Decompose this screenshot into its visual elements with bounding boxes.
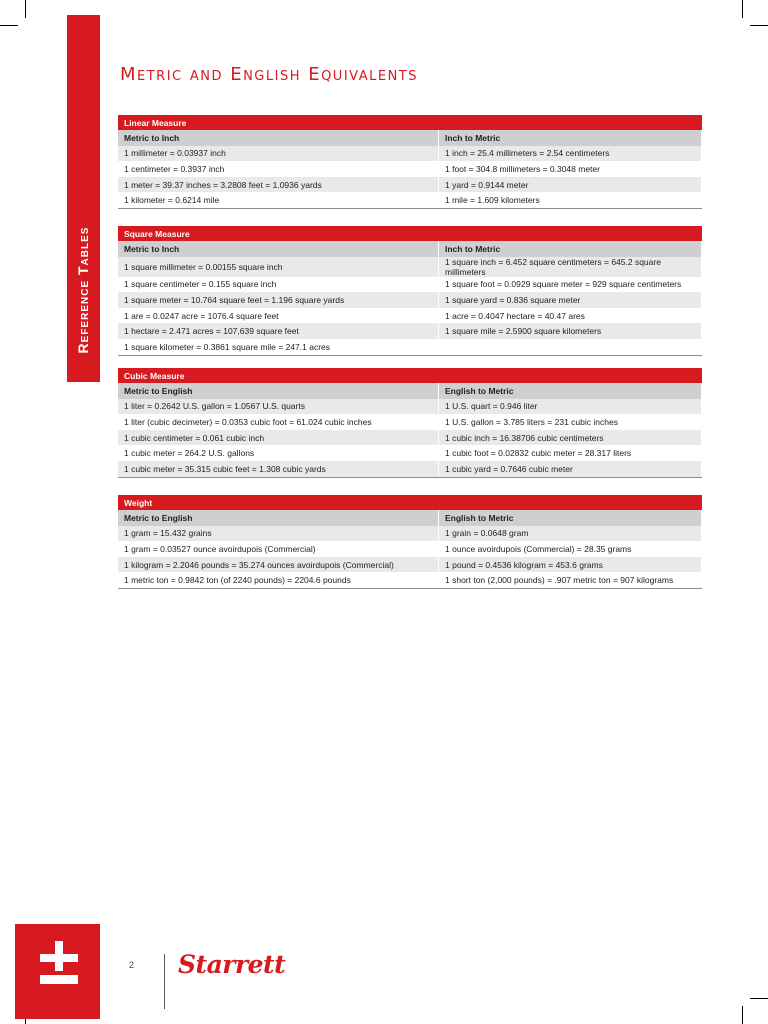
table-row [118, 177, 702, 193]
table-cell: 1 foot = 304.8 millimeters = 0.3048 meter [439, 161, 702, 177]
table-row [118, 192, 702, 208]
table-cell: 1 cubic foot = 0.02832 cubic meter = 28.317 liters [439, 445, 702, 461]
crop-mark [750, 25, 768, 26]
table-cell: 1 grain = 0.0648 gram [439, 526, 702, 542]
column-header: Metric to Inch [118, 241, 439, 257]
table-row [118, 445, 702, 461]
table-cell: 1 acre = 0.4047 hectare = 40.47 ares [439, 308, 702, 324]
table-cell: 1 square foot = 0.0929 square meter = 929 square centimeters [439, 277, 702, 293]
section-bottom-rule [118, 588, 702, 589]
crop-mark [0, 25, 18, 26]
column-header: Inch to Metric [439, 241, 702, 257]
section-square-measure [118, 226, 702, 356]
table-cell: 1 short ton (2,000 pounds) = .907 metric ton = 907 kilograms [439, 572, 702, 588]
table-row [118, 526, 702, 542]
section-cubic-measure [118, 368, 702, 478]
table-cell: 1 inch = 25.4 millimeters = 2.54 centimeters [439, 146, 702, 162]
table-cell: 1 cubic meter = 264.2 U.S. gallons [118, 445, 439, 461]
table-cell: 1 square yard = 0.836 square meter [439, 292, 702, 308]
conversion-table [118, 368, 702, 477]
table-cell: 1 cubic centimeter = 0.061 cubic inch [118, 430, 439, 446]
section-title: Linear Measure [118, 115, 702, 130]
table-cell: 1 meter = 39.37 inches = 3.2808 feet = 1.0936 yards [118, 177, 439, 193]
section-bottom-rule [118, 355, 702, 356]
column-header: Metric to English [118, 383, 439, 399]
table-cell: 1 gram = 0.03527 ounce avoirdupois (Commercial) [118, 541, 439, 557]
section-weight [118, 495, 702, 589]
table-row [118, 161, 702, 177]
column-header: Inch to Metric [439, 130, 702, 146]
plus-bar [55, 941, 63, 971]
table-cell: 1 ounce avoirdupois (Commercial) = 28.35 grams [439, 541, 702, 557]
table-cell: 1 U.S. gallon = 3.785 liters = 231 cubic inches [439, 414, 702, 430]
table-cell: 1 cubic meter = 35.315 cubic feet = 1.308 cubic yards [118, 461, 439, 477]
table-cell: 1 square meter = 10.764 square feet = 1.196 square yards [118, 292, 439, 308]
crop-mark [742, 0, 743, 18]
table-row [118, 339, 702, 355]
column-header-row [118, 241, 702, 257]
table-cell: 1 centimeter = 0.3937 inch [118, 161, 439, 177]
crop-mark [25, 0, 26, 18]
conversion-table [118, 226, 702, 355]
table-cell: 1 millimeter = 0.03937 inch [118, 146, 439, 162]
table-row [118, 257, 702, 277]
side-tab-label: Reference Tables [75, 226, 91, 354]
table-cell: 1 kilometer = 0.6214 mile [118, 192, 439, 208]
table-row [118, 461, 702, 477]
table-row [118, 430, 702, 446]
table-cell: 1 are = 0.0247 acre = 1076.4 square feet [118, 308, 439, 324]
column-header-row [118, 383, 702, 399]
table-row [118, 399, 702, 415]
table-cell [439, 339, 702, 355]
column-header-row [118, 130, 702, 146]
section-title: Weight [118, 495, 702, 510]
column-header: Metric to English [118, 510, 439, 526]
section-title: Square Measure [118, 226, 702, 241]
minus-bar [40, 975, 78, 984]
section-title: Cubic Measure [118, 368, 702, 383]
table-row [118, 572, 702, 588]
table-cell: 1 square kilometer = 0.3861 square mile = 247.1 acres [118, 339, 439, 355]
table-cell: 1 gram = 15.432 grains [118, 526, 439, 542]
brand-logo: Starrett [178, 950, 286, 979]
conversion-table [118, 495, 702, 588]
table-row [118, 414, 702, 430]
footer-divider [164, 954, 165, 1009]
table-cell: 1 kilogram = 2.2046 pounds = 35.274 ounces avoirdupois (Commercial) [118, 557, 439, 573]
table-row [118, 146, 702, 162]
table-cell: 1 cubic yard = 0.7646 cubic meter [439, 461, 702, 477]
table-row [118, 292, 702, 308]
table-row [118, 323, 702, 339]
page-number: 2 [129, 960, 135, 970]
table-cell: 1 metric ton = 0.9842 ton (of 2240 pounds) = 2204.6 pounds [118, 572, 439, 588]
crop-mark [742, 1006, 743, 1024]
column-header: English to Metric [439, 510, 702, 526]
table-cell: 1 liter (cubic decimeter) = 0.0353 cubic foot = 61.024 cubic inches [118, 414, 439, 430]
logo-box [15, 924, 100, 1019]
table-cell: 1 liter = 0.2642 U.S. gallon = 1.0567 U.S. quarts [118, 399, 439, 415]
table-cell: 1 square centimeter = 0.155 square inch [118, 277, 439, 293]
column-header-row [118, 510, 702, 526]
crop-mark [750, 998, 768, 999]
table-cell: 1 hectare = 2.471 acres = 107,639 square feet [118, 323, 439, 339]
section-bottom-rule [118, 477, 702, 478]
table-cell: 1 U.S. quart = 0.946 liter [439, 399, 702, 415]
section-bottom-rule [118, 208, 702, 209]
table-cell: 1 yard = 0.9144 meter [439, 177, 702, 193]
column-header: English to Metric [439, 383, 702, 399]
section-linear-measure [118, 115, 702, 209]
table-cell: 1 pound = 0.4536 kilogram = 453.6 grams [439, 557, 702, 573]
table-row [118, 308, 702, 324]
table-cell: 1 square mile = 2.5900 square kilometers [439, 323, 702, 339]
table-cell: 1 square millimeter = 0.00155 square inch [118, 257, 439, 277]
page-title: Metric and English Equivalents [120, 64, 418, 85]
table-row [118, 541, 702, 557]
conversion-table [118, 115, 702, 208]
table-row [118, 557, 702, 573]
table-cell: 1 cubic inch = 16.38706 cubic centimeters [439, 430, 702, 446]
table-cell: 1 mile = 1.609 kilometers [439, 192, 702, 208]
table-row [118, 277, 702, 293]
column-header: Metric to Inch [118, 130, 439, 146]
table-cell: 1 square inch = 6.452 square centimeters = 645.2 square millimeters [439, 257, 702, 277]
